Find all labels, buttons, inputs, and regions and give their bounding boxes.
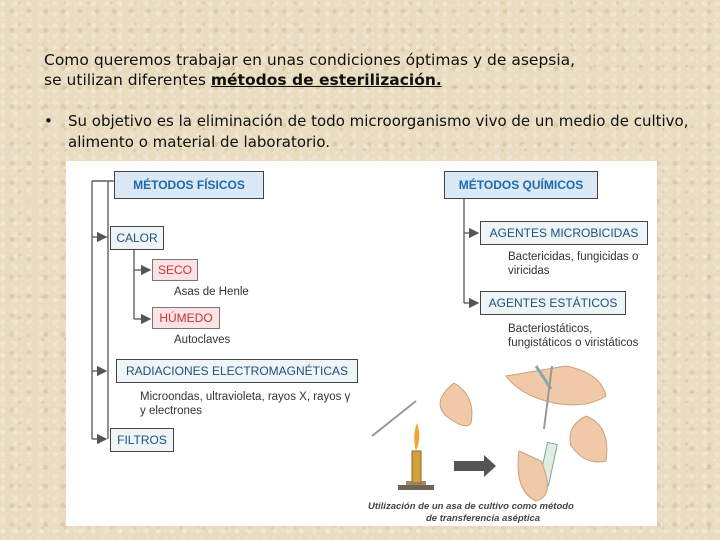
calor-box: CALOR [110, 226, 164, 250]
humedo-box: HÚMEDO [152, 307, 220, 329]
intro-line-2-prefix: se utilizan diferentes [44, 71, 211, 89]
radiaciones-note-1: Microondas, ultravioleta, rayos X, rayos γ [140, 391, 351, 403]
sterilization-diagram [66, 161, 657, 526]
bullet-text: Su objetivo es la eliminación de todo microorganismo vivo de un medio de cultivo, alimento o material de laboratorio. [68, 112, 689, 151]
intro-line-2 [44, 70, 704, 90]
radiaciones-note-2: y electrones [140, 405, 203, 417]
physical-methods-header: MÉTODOS FÍSICOS [114, 171, 264, 199]
illustration-caption-line-1: Utilización de un asa de cultivo como método [368, 501, 574, 512]
bullet-marker: • [44, 112, 53, 130]
seco-box: SECO [152, 259, 198, 281]
intro-paragraph [44, 50, 704, 90]
radiaciones-box: RADIACIONES ELECTROMAGNÉTICAS [116, 359, 358, 383]
sterilization-methods-emphasis: métodos de esterilización. [210, 71, 442, 89]
microbicidas-box: AGENTES MICROBICIDAS [480, 221, 648, 245]
humedo-note: Autoclaves [174, 334, 231, 346]
microbicidas-note-2: viricidas [508, 265, 550, 277]
bunsen-burner-illustration [398, 423, 434, 490]
microbicidas-note-1: Bactericidas, fungicidas o [508, 251, 639, 263]
filtros-box: FILTROS [110, 428, 174, 452]
hands-loop-illustration [372, 366, 607, 501]
chemical-methods-header: MÉTODOS QUÍMICOS [444, 171, 598, 199]
estaticos-box: AGENTES ESTÁTICOS [480, 291, 626, 315]
estaticos-note-1: Bacteriostáticos, [508, 323, 593, 335]
illustration-caption-line-2: de transferencia aséptica [426, 513, 541, 524]
intro-line-1: Como queremos trabajar en unas condiciones óptimas y de asepsia, [44, 51, 576, 69]
estaticos-note-2: fungistáticos o viristáticos [508, 337, 639, 349]
seco-note: Asas de Henle [174, 286, 249, 298]
